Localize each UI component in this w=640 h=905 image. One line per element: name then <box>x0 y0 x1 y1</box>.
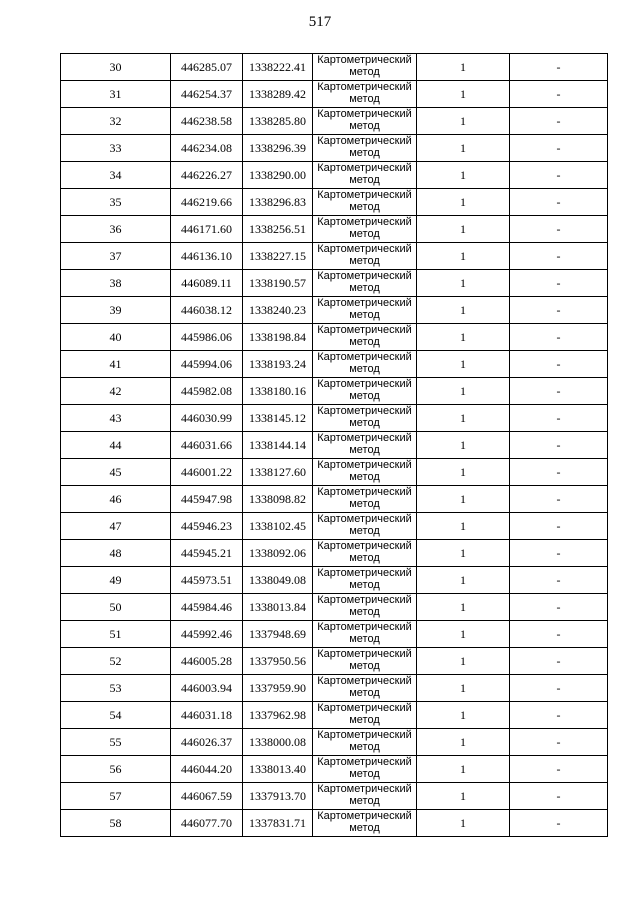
count-cell: 1 <box>417 540 510 567</box>
y-coordinate-cell: 1337959.90 <box>243 675 313 702</box>
point-number-cell: 31 <box>61 81 171 108</box>
method-line-2: метод <box>349 768 380 780</box>
point-number-cell: 37 <box>61 243 171 270</box>
count-cell: 1 <box>417 108 510 135</box>
x-coordinate-cell: 446285.07 <box>171 54 243 81</box>
y-coordinate-cell: 1337913.70 <box>243 783 313 810</box>
method-line-1: Картометрический <box>317 810 412 822</box>
x-coordinate-cell: 446003.94 <box>171 675 243 702</box>
y-coordinate-cell: 1338013.40 <box>243 756 313 783</box>
point-number-cell: 42 <box>61 378 171 405</box>
point-number-cell: 40 <box>61 324 171 351</box>
table-row <box>61 351 608 378</box>
x-coordinate-cell: 446238.58 <box>171 108 243 135</box>
table-row <box>61 162 608 189</box>
x-coordinate-cell: 445973.51 <box>171 567 243 594</box>
method-line-2: метод <box>349 93 380 105</box>
count-cell: 1 <box>417 162 510 189</box>
method-line-2: метод <box>349 390 380 402</box>
count-cell: 1 <box>417 81 510 108</box>
method-line-1: Картометрический <box>317 189 412 201</box>
y-coordinate-cell: 1338127.60 <box>243 459 313 486</box>
empty-value-cell: - <box>510 189 608 216</box>
method-line-2: метод <box>349 363 380 375</box>
coordinates-table <box>60 53 608 837</box>
y-coordinate-cell: 1338000.08 <box>243 729 313 756</box>
y-coordinate-cell: 1338290.00 <box>243 162 313 189</box>
table-row <box>61 54 608 81</box>
count-cell: 1 <box>417 783 510 810</box>
x-coordinate-cell: 446171.60 <box>171 216 243 243</box>
x-coordinate-cell: 445986.06 <box>171 324 243 351</box>
table-row <box>61 729 608 756</box>
x-coordinate-cell: 446089.11 <box>171 270 243 297</box>
empty-value-cell: - <box>510 216 608 243</box>
table-row <box>61 432 608 459</box>
method-line-2: метод <box>349 444 380 456</box>
method-line-2: метод <box>349 714 380 726</box>
method-cell <box>313 351 417 378</box>
count-cell: 1 <box>417 189 510 216</box>
empty-value-cell: - <box>510 810 608 837</box>
method-line-2: метод <box>349 228 380 240</box>
empty-value-cell: - <box>510 486 608 513</box>
method-line-2: метод <box>349 579 380 591</box>
x-coordinate-cell: 445992.46 <box>171 621 243 648</box>
count-cell: 1 <box>417 378 510 405</box>
point-number-cell: 57 <box>61 783 171 810</box>
method-cell <box>313 675 417 702</box>
empty-value-cell: - <box>510 648 608 675</box>
x-coordinate-cell: 446219.66 <box>171 189 243 216</box>
method-line-2: метод <box>349 525 380 537</box>
x-coordinate-cell: 446044.20 <box>171 756 243 783</box>
method-line-2: метод <box>349 147 380 159</box>
method-line-2: метод <box>349 282 380 294</box>
point-number-cell: 38 <box>61 270 171 297</box>
method-cell <box>313 189 417 216</box>
empty-value-cell: - <box>510 567 608 594</box>
method-cell <box>313 324 417 351</box>
method-cell <box>313 567 417 594</box>
table-row <box>61 567 608 594</box>
method-line-1: Картометрический <box>317 324 412 336</box>
method-line-1: Картометрический <box>317 567 412 579</box>
point-number-cell: 53 <box>61 675 171 702</box>
empty-value-cell: - <box>510 594 608 621</box>
y-coordinate-cell: 1337962.98 <box>243 702 313 729</box>
empty-value-cell: - <box>510 513 608 540</box>
point-number-cell: 55 <box>61 729 171 756</box>
table-row <box>61 270 608 297</box>
method-line-2: метод <box>349 66 380 78</box>
point-number-cell: 30 <box>61 54 171 81</box>
method-line-1: Картометрический <box>317 378 412 390</box>
count-cell: 1 <box>417 270 510 297</box>
point-number-cell: 46 <box>61 486 171 513</box>
table-row <box>61 135 608 162</box>
method-cell <box>313 216 417 243</box>
y-coordinate-cell: 1338198.84 <box>243 324 313 351</box>
coordinates-table-body <box>61 54 608 837</box>
method-cell <box>313 783 417 810</box>
y-coordinate-cell: 1337948.69 <box>243 621 313 648</box>
method-line-2: метод <box>349 633 380 645</box>
table-row <box>61 81 608 108</box>
x-coordinate-cell: 446005.28 <box>171 648 243 675</box>
method-line-1: Картометрический <box>317 729 412 741</box>
method-line-1: Картометрический <box>317 216 412 228</box>
method-cell <box>313 594 417 621</box>
y-coordinate-cell: 1338240.23 <box>243 297 313 324</box>
method-line-2: метод <box>349 795 380 807</box>
count-cell: 1 <box>417 702 510 729</box>
y-coordinate-cell: 1338296.39 <box>243 135 313 162</box>
count-cell: 1 <box>417 729 510 756</box>
method-line-2: метод <box>349 498 380 510</box>
method-line-2: метод <box>349 309 380 321</box>
method-line-1: Картометрический <box>317 351 412 363</box>
count-cell: 1 <box>417 243 510 270</box>
y-coordinate-cell: 1338092.06 <box>243 540 313 567</box>
table-row <box>61 216 608 243</box>
y-coordinate-cell: 1338145.12 <box>243 405 313 432</box>
table-row <box>61 108 608 135</box>
x-coordinate-cell: 446254.37 <box>171 81 243 108</box>
x-coordinate-cell: 445994.06 <box>171 351 243 378</box>
method-line-1: Картометрический <box>317 432 412 444</box>
method-cell <box>313 54 417 81</box>
count-cell: 1 <box>417 621 510 648</box>
method-line-1: Картометрический <box>317 621 412 633</box>
method-line-1: Картометрический <box>317 108 412 120</box>
point-number-cell: 48 <box>61 540 171 567</box>
empty-value-cell: - <box>510 405 608 432</box>
count-cell: 1 <box>417 459 510 486</box>
method-line-1: Картометрический <box>317 675 412 687</box>
method-cell <box>313 297 417 324</box>
empty-value-cell: - <box>510 243 608 270</box>
point-number-cell: 45 <box>61 459 171 486</box>
method-line-1: Картометрический <box>317 783 412 795</box>
method-line-1: Картометрический <box>317 594 412 606</box>
method-line-2: метод <box>349 174 380 186</box>
method-cell <box>313 810 417 837</box>
count-cell: 1 <box>417 54 510 81</box>
y-coordinate-cell: 1338296.83 <box>243 189 313 216</box>
x-coordinate-cell: 445945.21 <box>171 540 243 567</box>
empty-value-cell: - <box>510 108 608 135</box>
count-cell: 1 <box>417 297 510 324</box>
method-cell <box>313 135 417 162</box>
x-coordinate-cell: 446030.99 <box>171 405 243 432</box>
point-number-cell: 44 <box>61 432 171 459</box>
x-coordinate-cell: 445984.46 <box>171 594 243 621</box>
y-coordinate-cell: 1338013.84 <box>243 594 313 621</box>
method-cell <box>313 540 417 567</box>
method-cell <box>313 162 417 189</box>
table-row <box>61 378 608 405</box>
table-row <box>61 702 608 729</box>
method-line-1: Картометрический <box>317 405 412 417</box>
y-coordinate-cell: 1338285.80 <box>243 108 313 135</box>
point-number-cell: 33 <box>61 135 171 162</box>
point-number-cell: 35 <box>61 189 171 216</box>
point-number-cell: 49 <box>61 567 171 594</box>
method-line-1: Картометрический <box>317 243 412 255</box>
method-cell <box>313 459 417 486</box>
y-coordinate-cell: 1338289.42 <box>243 81 313 108</box>
y-coordinate-cell: 1338227.15 <box>243 243 313 270</box>
method-line-2: метод <box>349 201 380 213</box>
table-row <box>61 783 608 810</box>
table-row <box>61 675 608 702</box>
empty-value-cell: - <box>510 675 608 702</box>
table-row <box>61 459 608 486</box>
x-coordinate-cell: 446001.22 <box>171 459 243 486</box>
y-coordinate-cell: 1338180.16 <box>243 378 313 405</box>
method-line-2: метод <box>349 822 380 834</box>
empty-value-cell: - <box>510 135 608 162</box>
point-number-cell: 36 <box>61 216 171 243</box>
y-coordinate-cell: 1338256.51 <box>243 216 313 243</box>
count-cell: 1 <box>417 486 510 513</box>
method-cell <box>313 486 417 513</box>
table-row <box>61 486 608 513</box>
y-coordinate-cell: 1337831.71 <box>243 810 313 837</box>
count-cell: 1 <box>417 351 510 378</box>
method-line-1: Картометрический <box>317 297 412 309</box>
method-line-1: Картометрический <box>317 486 412 498</box>
table-row <box>61 810 608 837</box>
table-row <box>61 513 608 540</box>
method-cell <box>313 378 417 405</box>
method-line-2: метод <box>349 741 380 753</box>
method-line-1: Картометрический <box>317 459 412 471</box>
y-coordinate-cell: 1337950.56 <box>243 648 313 675</box>
empty-value-cell: - <box>510 351 608 378</box>
table-row <box>61 243 608 270</box>
empty-value-cell: - <box>510 783 608 810</box>
y-coordinate-cell: 1338193.24 <box>243 351 313 378</box>
empty-value-cell: - <box>510 540 608 567</box>
method-line-2: метод <box>349 417 380 429</box>
count-cell: 1 <box>417 675 510 702</box>
method-line-1: Картометрический <box>317 135 412 147</box>
y-coordinate-cell: 1338144.14 <box>243 432 313 459</box>
y-coordinate-cell: 1338098.82 <box>243 486 313 513</box>
method-line-1: Картометрический <box>317 162 412 174</box>
count-cell: 1 <box>417 432 510 459</box>
table-row <box>61 405 608 432</box>
empty-value-cell: - <box>510 378 608 405</box>
point-number-cell: 50 <box>61 594 171 621</box>
table-row <box>61 621 608 648</box>
count-cell: 1 <box>417 648 510 675</box>
count-cell: 1 <box>417 756 510 783</box>
table-row <box>61 756 608 783</box>
method-line-2: метод <box>349 660 380 672</box>
method-line-1: Картометрический <box>317 702 412 714</box>
point-number-cell: 39 <box>61 297 171 324</box>
method-cell <box>313 405 417 432</box>
y-coordinate-cell: 1338190.57 <box>243 270 313 297</box>
point-number-cell: 34 <box>61 162 171 189</box>
method-line-2: метод <box>349 552 380 564</box>
method-line-2: метод <box>349 336 380 348</box>
count-cell: 1 <box>417 567 510 594</box>
point-number-cell: 32 <box>61 108 171 135</box>
method-line-1: Картометрический <box>317 756 412 768</box>
table-row <box>61 648 608 675</box>
method-line-1: Картометрический <box>317 81 412 93</box>
point-number-cell: 52 <box>61 648 171 675</box>
method-cell <box>313 702 417 729</box>
method-line-2: метод <box>349 687 380 699</box>
count-cell: 1 <box>417 135 510 162</box>
method-cell <box>313 729 417 756</box>
method-line-2: метод <box>349 471 380 483</box>
point-number-cell: 58 <box>61 810 171 837</box>
x-coordinate-cell: 446026.37 <box>171 729 243 756</box>
method-cell <box>313 432 417 459</box>
point-number-cell: 54 <box>61 702 171 729</box>
x-coordinate-cell: 445982.08 <box>171 378 243 405</box>
empty-value-cell: - <box>510 729 608 756</box>
empty-value-cell: - <box>510 270 608 297</box>
empty-value-cell: - <box>510 459 608 486</box>
method-cell <box>313 270 417 297</box>
y-coordinate-cell: 1338102.45 <box>243 513 313 540</box>
x-coordinate-cell: 445946.23 <box>171 513 243 540</box>
x-coordinate-cell: 446031.18 <box>171 702 243 729</box>
point-number-cell: 51 <box>61 621 171 648</box>
method-cell <box>313 513 417 540</box>
method-line-2: метод <box>349 120 380 132</box>
method-line-1: Картометрический <box>317 648 412 660</box>
empty-value-cell: - <box>510 702 608 729</box>
x-coordinate-cell: 445947.98 <box>171 486 243 513</box>
empty-value-cell: - <box>510 162 608 189</box>
x-coordinate-cell: 446031.66 <box>171 432 243 459</box>
method-cell <box>313 108 417 135</box>
empty-value-cell: - <box>510 621 608 648</box>
method-line-1: Картометрический <box>317 270 412 282</box>
method-line-1: Картометрический <box>317 513 412 525</box>
x-coordinate-cell: 446226.27 <box>171 162 243 189</box>
count-cell: 1 <box>417 594 510 621</box>
method-line-2: метод <box>349 606 380 618</box>
empty-value-cell: - <box>510 756 608 783</box>
x-coordinate-cell: 446067.59 <box>171 783 243 810</box>
count-cell: 1 <box>417 513 510 540</box>
page-number: 517 <box>308 14 332 30</box>
method-line-2: метод <box>349 255 380 267</box>
table-row <box>61 324 608 351</box>
empty-value-cell: - <box>510 324 608 351</box>
count-cell: 1 <box>417 405 510 432</box>
point-number-cell: 43 <box>61 405 171 432</box>
x-coordinate-cell: 446038.12 <box>171 297 243 324</box>
empty-value-cell: - <box>510 54 608 81</box>
table-row <box>61 594 608 621</box>
method-cell <box>313 648 417 675</box>
count-cell: 1 <box>417 216 510 243</box>
x-coordinate-cell: 446234.08 <box>171 135 243 162</box>
method-cell <box>313 81 417 108</box>
x-coordinate-cell: 446077.70 <box>171 810 243 837</box>
point-number-cell: 41 <box>61 351 171 378</box>
empty-value-cell: - <box>510 81 608 108</box>
method-line-1: Картометрический <box>317 54 412 66</box>
count-cell: 1 <box>417 324 510 351</box>
method-cell <box>313 243 417 270</box>
table-row <box>61 189 608 216</box>
method-line-1: Картометрический <box>317 540 412 552</box>
count-cell: 1 <box>417 810 510 837</box>
empty-value-cell: - <box>510 297 608 324</box>
empty-value-cell: - <box>510 432 608 459</box>
table-row <box>61 297 608 324</box>
table-row <box>61 540 608 567</box>
y-coordinate-cell: 1338222.41 <box>243 54 313 81</box>
point-number-cell: 56 <box>61 756 171 783</box>
y-coordinate-cell: 1338049.08 <box>243 567 313 594</box>
point-number-cell: 47 <box>61 513 171 540</box>
method-cell <box>313 621 417 648</box>
method-cell <box>313 756 417 783</box>
x-coordinate-cell: 446136.10 <box>171 243 243 270</box>
